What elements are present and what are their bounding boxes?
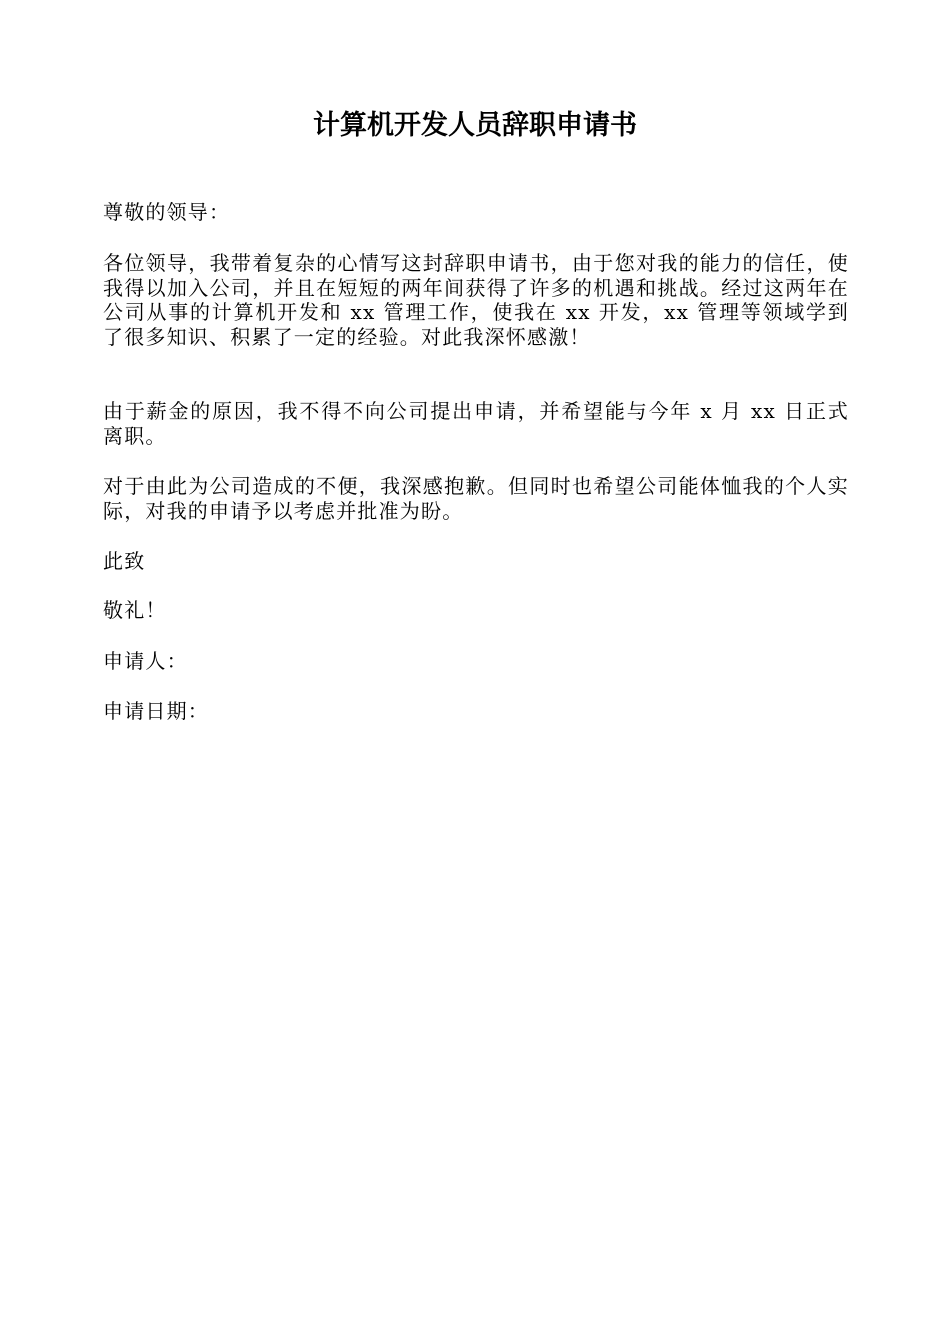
body-paragraph-3: 对于由此为公司造成的不便，我深感抱歉。但同时也希望公司能体恤我的个人实际，对我的申请予以考虑并批准为盼。 xyxy=(103,474,849,523)
document-title: 计算机开发人员辞职申请书 xyxy=(313,110,637,141)
closing-line-1: 此致 xyxy=(103,549,146,573)
applicant-label: 申请人： xyxy=(103,649,188,673)
date-label: 申请日期： xyxy=(103,699,209,723)
salutation: 尊敬的领导： xyxy=(103,200,231,224)
body-paragraph-1: 各位领导，我带着复杂的心情写这封辞职申请书，由于您对我的能力的信任，使我得以加入公司，并且在短短的两年间获得了许多的机遇和挑战。经过这两年在公司从事的计算机开发和 xx 管理工作，使我在 xx 开发，xx 管理等领域学到了很多知识、积累了一定的经验。对此我深怀感激！ xyxy=(103,251,849,349)
body-paragraph-2: 由于薪金的原因，我不得不向公司提出申请，并希望能与今年 x 月 xx 日正式离职。 xyxy=(103,399,849,448)
closing-line-2: 敬礼！ xyxy=(103,598,167,622)
